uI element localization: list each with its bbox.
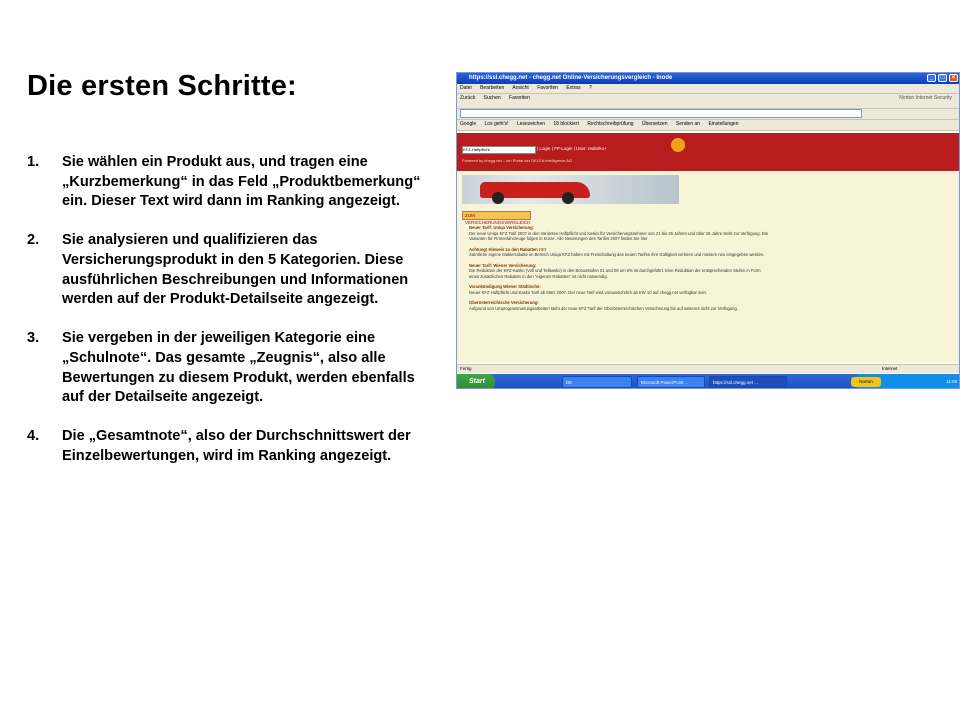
news-item bbox=[469, 225, 769, 242]
step-text: Sie analysieren und qualifizieren das Versicherungsprodukt in den 5 Kategorien. Diese ausführlichen Beschreibungen und Informationen werden auf der Produkt-Detailseite angezeigt. bbox=[62, 232, 409, 308]
step-item bbox=[27, 427, 439, 466]
news-body: Die Reduktion der KFZ-Kasko (Voll und Teilkasko) in den Bonusstufen 01 und 00 um 6% ist durchgeführt. Eine Reduktion der entsprechenden Stufen in Form eines zusätzlichen Rabattes in den "eigenen Rabatten" ist nicht notwendig. bbox=[469, 268, 761, 279]
search-button[interactable]: Suchen bbox=[483, 95, 501, 101]
taskbar-item[interactable]: https://ssl.chegg.net ... bbox=[709, 376, 787, 388]
news-item bbox=[469, 284, 769, 295]
start-button[interactable]: Start bbox=[457, 374, 495, 389]
window-titlebar bbox=[457, 73, 959, 84]
news-body: Sämtliche eigene Maklerrabatte im Bereich Uniqa KFZ haben mit Freischaltung des neuen Tarifes ihre Gültigkeit verloren und müssen neu eingegeben werden. bbox=[469, 252, 765, 257]
news-item bbox=[469, 247, 769, 258]
site-header bbox=[457, 133, 960, 171]
norton-tray-button[interactable]: Norton bbox=[851, 377, 881, 387]
window-title: https://ssl.chegg.net - chegg.net Online-Versicherungsvergleich - Inode bbox=[469, 75, 673, 81]
step-item bbox=[27, 329, 439, 407]
header-links[interactable]: | Login | FP-Login | User: redimko+ bbox=[537, 146, 607, 151]
menu-datei[interactable]: Datei bbox=[460, 85, 472, 91]
banner-image bbox=[462, 175, 679, 204]
compare-button[interactable]: ZUM VERSICHERUNGSVERGLEICH bbox=[462, 211, 531, 220]
address-bar bbox=[457, 109, 959, 120]
site-logo bbox=[671, 138, 685, 152]
news-head: Neuer Tarif: Wiener Versicherung: bbox=[469, 262, 537, 268]
menu-favoriten[interactable]: Favoriten bbox=[537, 85, 559, 91]
google-logo: Google bbox=[460, 121, 477, 127]
browser-screenshot bbox=[456, 72, 960, 389]
clock: 11:09 bbox=[946, 379, 957, 384]
browser-toolbar bbox=[457, 94, 959, 109]
taskbar-item[interactable]: Microsoft PowerPoint ... bbox=[637, 376, 705, 388]
step-text: Sie vergeben in der jeweiligen Kategorie eine „Schulnote“. Das gesamte „Zeugnis“, also alle Bewertungen zu diesem Produkt, werden ebenfalls auf der Detailseite angezeigt. bbox=[62, 330, 415, 406]
slide-title: Die ersten Schritte: bbox=[27, 70, 297, 102]
norton-label: Norton Internet Security bbox=[899, 95, 952, 101]
news-head: Vorankündigung Wiener Städtische: bbox=[469, 284, 541, 289]
zone-text: Internet bbox=[882, 366, 898, 371]
news-head: Achtung! Hinweis zu den Rabatten !!!!! bbox=[469, 246, 546, 252]
google-bookmarks[interactable]: Lesezeichen bbox=[516, 121, 546, 127]
step-item bbox=[27, 231, 439, 309]
status-text: Fertig bbox=[460, 366, 472, 371]
step-number: 1. bbox=[27, 154, 40, 170]
powered-by-text: Powered by chegg.net – ein Portal der DELSA Intelligence AG bbox=[462, 158, 573, 163]
status-bar bbox=[457, 364, 960, 373]
google-blocked[interactable]: 18 blockiert bbox=[553, 121, 579, 127]
google-go-button[interactable]: Los geht's! bbox=[484, 121, 509, 127]
menu-extras[interactable]: Extras bbox=[566, 85, 581, 91]
menu-bearbeiten[interactable]: Bearbeiten bbox=[480, 85, 505, 91]
news-body: Neuer KFZ Haftpflicht und Kasko Tarif ab März 2007. Der neue Tarif wird voraussichtlich ab KW 10 auf chegg.net verfügbar sein. bbox=[469, 289, 707, 295]
news-list bbox=[469, 225, 769, 316]
close-icon[interactable]: × bbox=[949, 74, 958, 82]
news-body: Aufgrund von Umprogrammierungsarbeiten steht der neue KFZ Tarif der Oberösterreichischen Versicherung bis auf weiteres nicht zur Verfügung. bbox=[469, 305, 738, 311]
google-translate[interactable]: Übersetzen bbox=[641, 121, 668, 127]
taskbar bbox=[457, 374, 960, 389]
menu-help[interactable]: ? bbox=[588, 85, 592, 91]
steps-list bbox=[27, 153, 439, 486]
menu-bar bbox=[457, 84, 959, 94]
page-content bbox=[457, 133, 960, 363]
news-body: Der neue Uniqa KFZ Tarif 2007 in den Varianten Haftpflicht und Kasko für Versicherungsnehmer von 21 bis 26 Jahren und über 26 Jahre steht zur Verfügung. Die Varianten für Firmenfahrzeuge folgen in Kürze. Alle Neuerungen des Tarifes 2007 finden Sie hier bbox=[469, 230, 769, 241]
google-spellcheck[interactable]: Rechtschreibprüfung bbox=[587, 121, 634, 127]
google-settings[interactable]: Einstellungen bbox=[708, 121, 739, 127]
news-head: Oberösterreichische Versicherung: bbox=[469, 300, 539, 305]
google-send[interactable]: Senden an bbox=[675, 121, 701, 127]
step-number: 3. bbox=[27, 330, 40, 347]
step-text: Sie wählen ein Produkt aus, und tragen eine „Kurzbemerkung“ in das Feld „Produktbemerkung“ ein. Dieser Text wird dann im Ranking angezeigt. bbox=[62, 154, 421, 210]
news-item bbox=[469, 263, 769, 280]
menu-ansicht[interactable]: Ansicht bbox=[512, 85, 529, 91]
favorites-button[interactable]: Favoriten bbox=[509, 95, 530, 101]
maximize-icon[interactable]: □ bbox=[938, 74, 947, 82]
news-item bbox=[469, 300, 769, 311]
back-button[interactable]: Zurück bbox=[460, 95, 476, 101]
step-number: 4. bbox=[27, 428, 40, 445]
address-input[interactable] bbox=[460, 109, 862, 118]
step-item bbox=[27, 153, 439, 212]
step-text: Die „Gesamtnote“, also der Durchschnittswert der Einzelbewertungen, wird im Ranking angezeigt. bbox=[62, 428, 411, 464]
taskbar-item[interactable]: DE bbox=[562, 376, 632, 388]
google-toolbar bbox=[457, 120, 959, 131]
product-select[interactable]: KFZ-Haftpflicht bbox=[462, 146, 536, 154]
news-head: Neuer Tarif: Uniqa Versicherung: bbox=[469, 225, 535, 230]
car-wheel bbox=[562, 192, 574, 204]
step-number: 2. bbox=[27, 232, 40, 249]
minimize-icon[interactable]: _ bbox=[927, 74, 936, 82]
car-wheel bbox=[492, 192, 504, 204]
